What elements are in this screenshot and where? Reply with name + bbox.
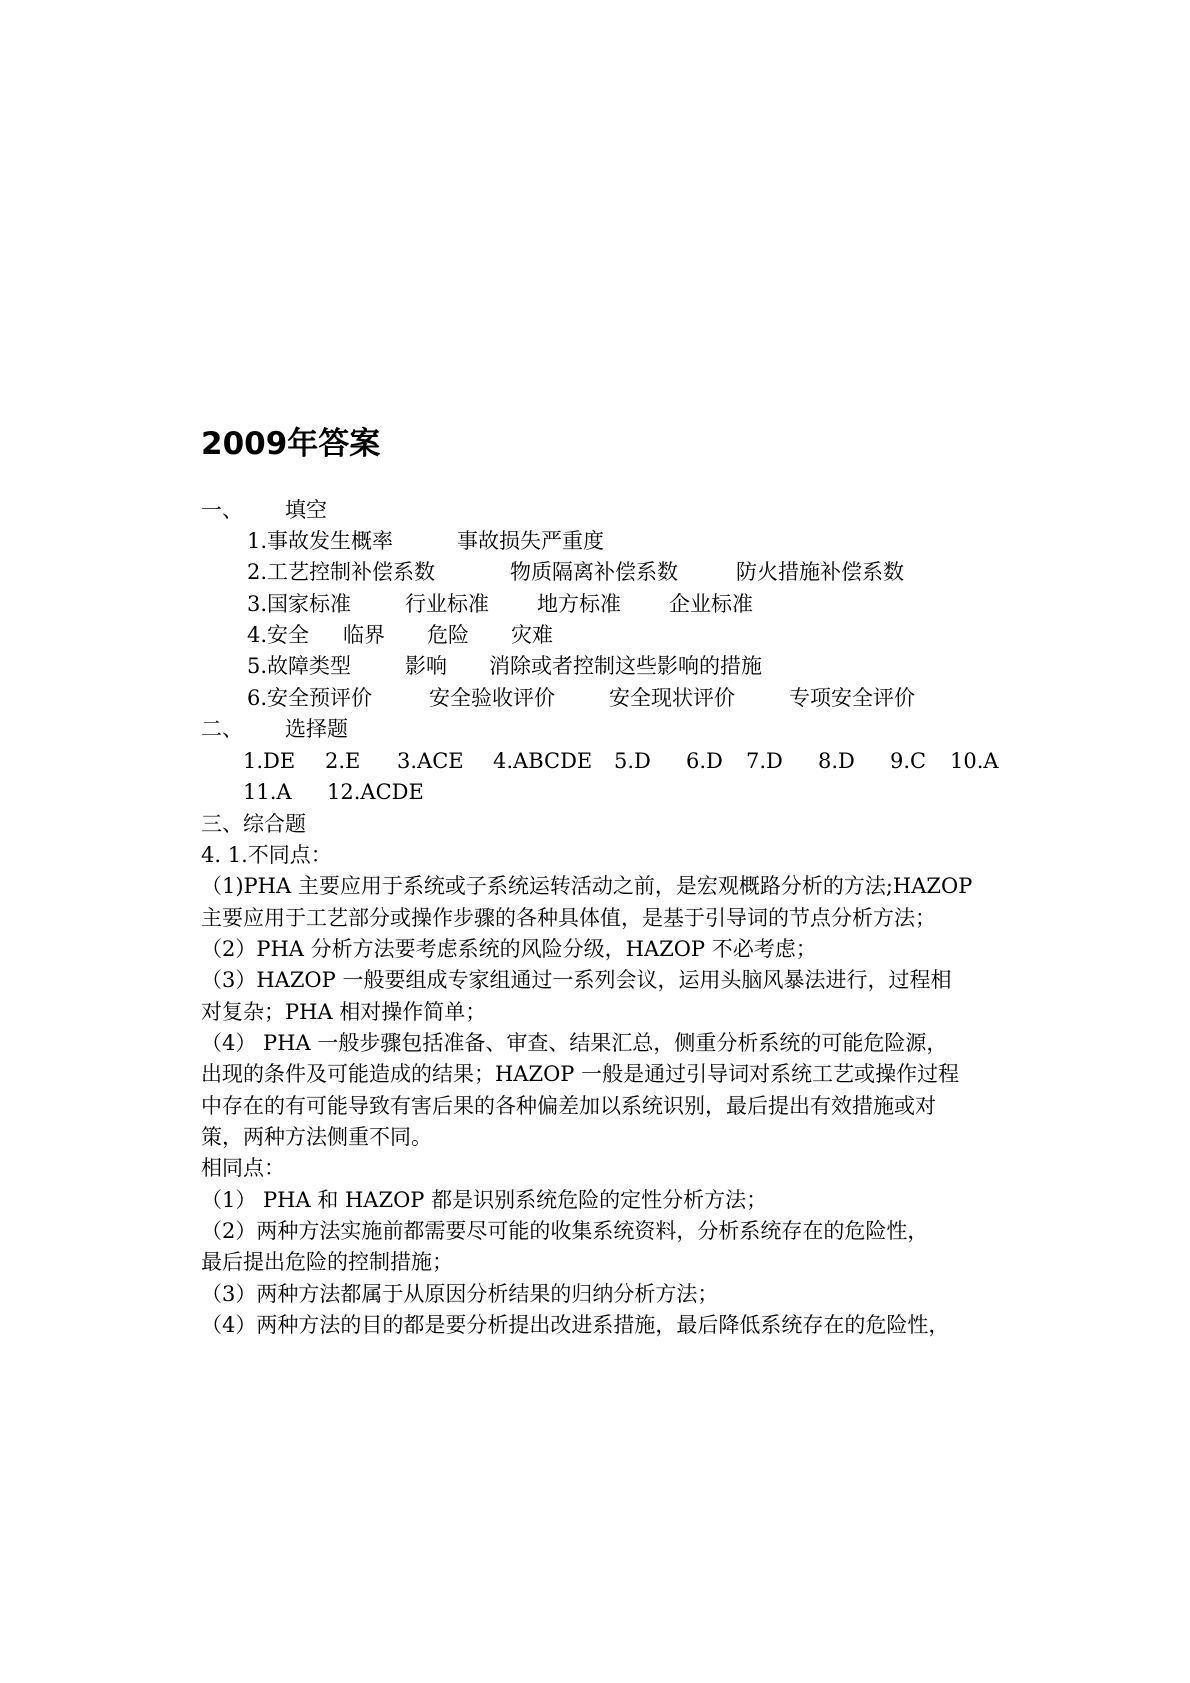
answer-cell: 专项安全评价 (789, 686, 915, 710)
answer-cell: 防火措施补偿系数 (736, 560, 904, 584)
choice-answer: 2.E (325, 749, 361, 773)
choice-answer: 10.A (950, 749, 999, 773)
fill-blank-answer-1 (247, 527, 604, 555)
body-line: 中存在的有可能导致有害后果的各种偏差加以系统识别，最后提出有效措施或对 (201, 1094, 936, 1118)
body-line: 4. 1.不同点： (201, 843, 332, 867)
fill-blank-answer-3 (247, 590, 753, 618)
answer-cell: 安全现状评价 (609, 686, 735, 710)
answer-cell: 企业标准 (669, 592, 753, 616)
fill-blank-answer-5 (247, 652, 762, 680)
answer-cell: 物质隔离补偿系数 (510, 560, 678, 584)
answer-cell: 1.事故发生概率 (247, 529, 394, 553)
choice-answer: 5.D (614, 749, 651, 773)
body-line: （4）两种方法的目的都是要分析提出改进系措施，最后降低系统存在的危险性， (201, 1313, 950, 1337)
body-line: （1） PHA 和 HAZOP 都是识别系统危险的定性分析方法； (201, 1188, 768, 1212)
choice-answer: 9.C (890, 749, 927, 773)
section-1-heading: 填空 (285, 498, 327, 522)
choice-answer: 12.ACDE (327, 780, 424, 804)
body-line: 对复杂；PHA 相对操作简单； (201, 1000, 487, 1024)
section-3-heading: 三、综合题 (201, 812, 306, 836)
section-2-heading: 选择题 (285, 717, 348, 741)
section-2-header (201, 715, 348, 743)
body-line: （2）两种方法实施前都需要尽可能的收集系统资料，分析系统存在的危险性， (201, 1219, 929, 1243)
body-line: （1)PHA 主要应用于系统或子系统运转活动之前，是宏观概路分析的方法;HAZOP (201, 874, 973, 898)
section-2-number: 二、 (201, 717, 243, 741)
fill-blank-answer-4 (247, 621, 553, 649)
choice-answer: 8.D (818, 749, 855, 773)
body-line: 相同点： (201, 1156, 285, 1180)
answer-cell: 临界 (343, 623, 385, 647)
answer-cell: 4.安全 (247, 623, 310, 647)
answer-cell: 5.故障类型 (247, 654, 352, 678)
answer-cell: 危险 (427, 623, 469, 647)
answer-cell: 灾难 (511, 623, 553, 647)
choice-answer: 4.ABCDE (493, 749, 593, 773)
answer-cell: 消除或者控制这些影响的措施 (489, 654, 762, 678)
choice-answer: 11.A (243, 780, 292, 804)
choice-answers-row-1 (243, 747, 999, 775)
answer-cell: 影响 (405, 654, 447, 678)
page-title: 2009年答案 (201, 426, 381, 462)
body-line: （3）HAZOP 一般要组成专家组通过一系列会议，运用头脑风暴法进行，过程相 (201, 968, 952, 992)
answer-cell: 2.工艺控制补偿系数 (247, 560, 436, 584)
choice-answer: 6.D (686, 749, 723, 773)
body-line: 主要应用于工艺部分或操作步骤的各种具体值，是基于引导词的节点分析方法； (201, 906, 936, 930)
fill-blank-answer-6 (247, 684, 915, 712)
answer-cell: 行业标准 (405, 592, 489, 616)
fill-blank-answer-2 (247, 558, 904, 586)
answer-cell: 地方标准 (537, 592, 621, 616)
body-line: 策，两种方法侧重不同。 (201, 1125, 432, 1149)
choice-answer: 7.D (746, 749, 783, 773)
answer-cell: 安全验收评价 (429, 686, 555, 710)
answer-cell: 事故损失严重度 (457, 529, 604, 553)
body-line: 出现的条件及可能造成的结果；HAZOP 一般是通过引导词对系统工艺或操作过程 (201, 1062, 960, 1086)
choice-answer: 3.ACE (397, 749, 464, 773)
choice-answers-row-2 (243, 778, 424, 806)
body-line: 最后提出危险的控制措施； (201, 1250, 453, 1274)
answer-cell: 6.安全预评价 (247, 686, 373, 710)
answer-cell: 3.国家标准 (247, 592, 352, 616)
body-line: （2）PHA 分析方法要考虑系统的风险分级，HAZOP 不必考虑； (201, 937, 817, 961)
section-1-header (201, 496, 327, 524)
body-line: （4） PHA 一般步骤包括准备、审查、结果汇总，侧重分析系统的可能危险源， (201, 1031, 948, 1055)
section-1-number: 一、 (201, 498, 243, 522)
body-line: （3）两种方法都属于从原因分析结果的归纳分析方法； (201, 1282, 719, 1306)
choice-answer: 1.DE (243, 749, 296, 773)
